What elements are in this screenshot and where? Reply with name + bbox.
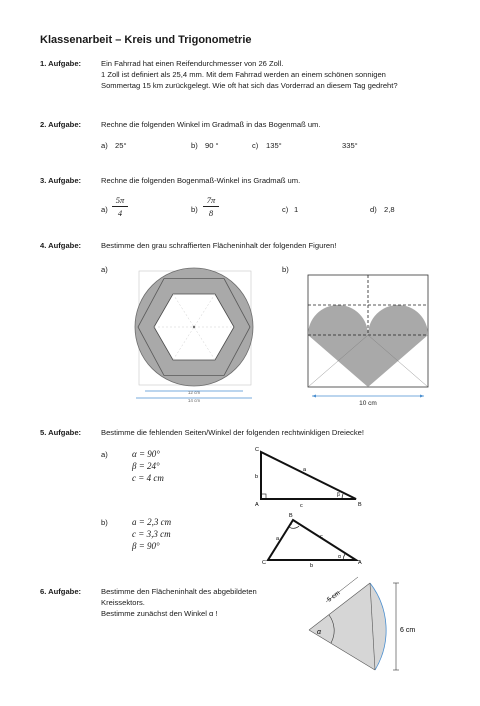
- task5-b-line-2: c = 3,3 cm: [132, 529, 171, 539]
- task1-line-2: 1 Zoll ist definiert als 25,4 mm. Mit dem Fahrrad werden an einem schönen sonnigen: [101, 70, 386, 79]
- task5-a-line-2: β = 24°: [132, 461, 160, 471]
- triangle-1-vertex-b: B: [358, 502, 362, 508]
- task1-line-1: Ein Fahrrad hat einen Reifendurchmesser von 26 Zoll.: [101, 59, 284, 68]
- sector-shape: [309, 583, 386, 670]
- task5-text: Bestimme die fehlenden Seiten/Winkel der folgenden rechtwinkligen Dreiecke!: [101, 428, 364, 437]
- task5-b-line-1: a = 2,3 cm: [132, 517, 172, 527]
- triangle-2-side-c: c: [320, 534, 323, 540]
- triangle-1-side-b: b: [255, 474, 259, 480]
- task4-b-letter: b): [282, 265, 289, 274]
- task5-a-letter: a): [101, 450, 108, 459]
- task3-d-letter: d): [370, 205, 377, 214]
- task2-item-c-value: 135°: [266, 141, 282, 150]
- task5-b-letter: b): [101, 518, 108, 527]
- sector-radius-label: 5 cm: [326, 589, 342, 604]
- task3-text: Rechne die folgenden Bogenmaß-Winkel ins Gradmaß um.: [101, 176, 301, 185]
- triangle-1-side-c: c: [300, 503, 303, 509]
- triangle-2-vertex-b: B: [289, 513, 293, 519]
- triangle-2-angle-b-dot: ·: [291, 522, 293, 527]
- sector-angle-alpha: α: [317, 629, 321, 636]
- task2-item-d-value: 335°: [342, 141, 358, 150]
- task3-b-letter: b): [191, 205, 198, 214]
- figure-a-dim-inner-label: 12 cm: [187, 390, 201, 395]
- task4-label: 4. Aufgabe:: [40, 241, 82, 250]
- task3-c-letter: c): [282, 205, 289, 214]
- triangle-2-vertex-a: A: [358, 560, 362, 566]
- task4-a-letter: a): [101, 265, 108, 274]
- task6-line-3: Bestimme zunächst den Winkel α !: [101, 609, 218, 618]
- task6-line-1: Bestimme den Flächeninhalt des abgebildeten: [101, 587, 257, 596]
- task3-label: 3. Aufgabe:: [40, 176, 82, 185]
- task6-label: 6. Aufgabe:: [40, 587, 82, 596]
- figure-a-dim-outer-label: 14 cm: [187, 398, 201, 403]
- triangle-2-angle-alpha: α: [338, 554, 341, 560]
- task5-label: 5. Aufgabe:: [40, 428, 82, 437]
- triangle-1-vertex-a: A: [255, 502, 259, 508]
- task1-line-3: Sommertag 15 km zurückgelegt. Wie oft hat sich das Vorderrad an diesem Tag gedreht?: [101, 81, 398, 90]
- task3-c-value: 1: [294, 205, 299, 214]
- triangle-1-side-a: a: [303, 467, 307, 473]
- triangle-1-angle-beta: β: [337, 492, 340, 498]
- task3-d-value: 2,8: [384, 205, 395, 214]
- task3-b-denominator: 8: [208, 208, 214, 218]
- task3-a-letter: a): [101, 205, 108, 214]
- task2-item-b-letter: b): [191, 141, 198, 150]
- task5-a-line-3: c = 4 cm: [132, 473, 164, 483]
- triangle-2-vertex-c: C: [262, 560, 266, 566]
- task4-text: Bestimme den grau schraffierten Flächeninhalt der folgenden Figuren!: [101, 241, 337, 250]
- task2-item-b-value: 90 °: [205, 141, 219, 150]
- task2-text: Rechne die folgenden Winkel im Gradmaß in das Bogenmaß um.: [101, 120, 321, 129]
- task2-item-c-letter: c): [252, 141, 259, 150]
- task5-a-line-1: α = 90°: [132, 449, 160, 459]
- figure-b-dim-label: 10 cm: [359, 400, 377, 407]
- task3-b-numerator: 7π: [203, 195, 219, 207]
- task2-label: 2. Aufgabe:: [40, 120, 82, 129]
- sector-chord-label: 6 cm: [400, 627, 416, 634]
- task6-line-2: Kreissektors.: [101, 598, 145, 607]
- triangle-2-side-b: b: [310, 563, 314, 569]
- task2-item-a-value: 25°: [115, 141, 127, 150]
- task5-b-line-3: β = 90°: [132, 541, 160, 551]
- task2-item-a-letter: a): [101, 141, 108, 150]
- triangle-2-side-a: a: [276, 536, 280, 542]
- triangle-1-vertex-c: C: [255, 447, 259, 453]
- page-title: Klassenarbeit – Kreis und Trigonometrie: [40, 34, 252, 46]
- task3-a-denominator: 4: [117, 208, 123, 218]
- task3-a-numerator: 5π: [112, 195, 128, 207]
- task1-label: 1. Aufgabe:: [40, 59, 82, 68]
